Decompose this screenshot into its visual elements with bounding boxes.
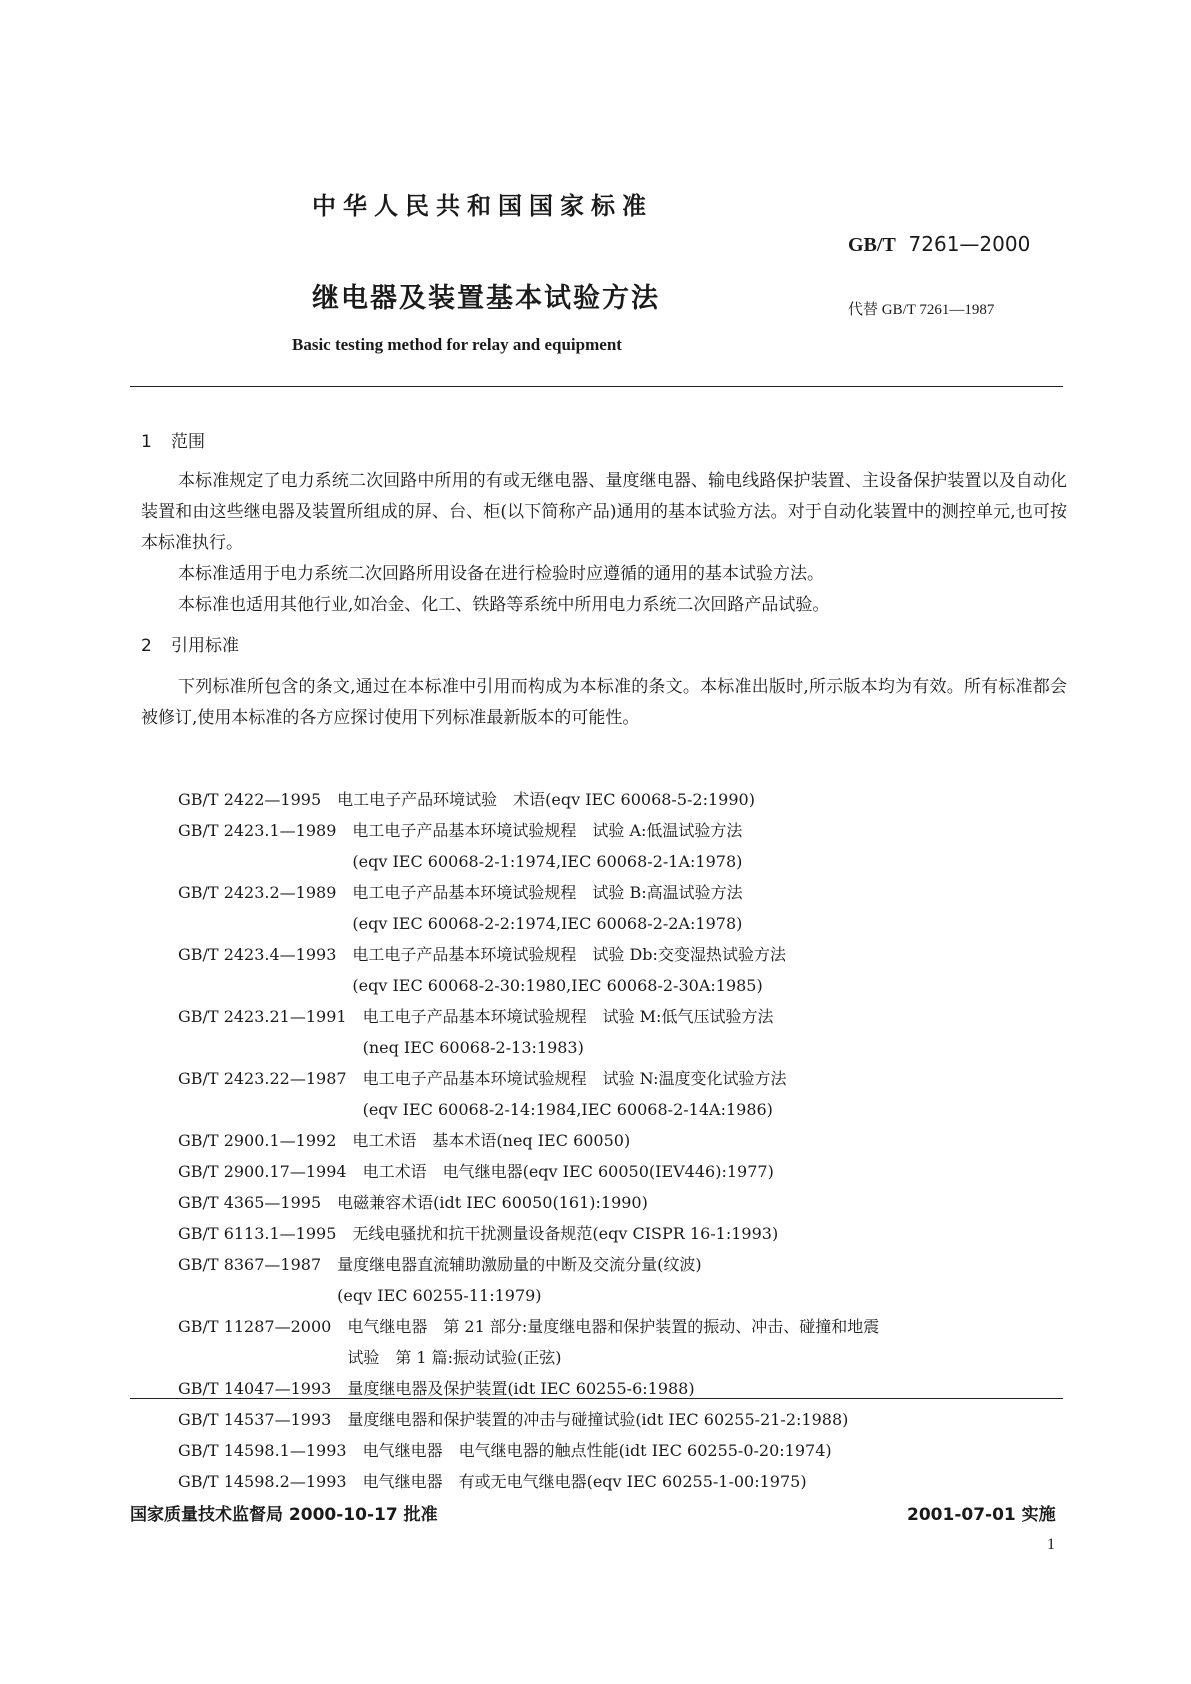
- reference-title: [331, 1373, 694, 1404]
- reference-title-line: (eqv IEC 60255-11:1979): [337, 1286, 542, 1305]
- reference-title: [347, 1001, 774, 1063]
- reference-item: [178, 1373, 879, 1404]
- reference-code: GB/T 2423.2—1989: [178, 883, 337, 902]
- reference-title: [331, 1311, 879, 1373]
- reference-list: [178, 784, 879, 1497]
- replaces-standard: 代替 GB/T 7261—1987: [848, 302, 995, 318]
- reference-title-line: 量度继电器直流辅助激励量的中断及交流分量(纹波): [337, 1255, 702, 1274]
- reference-title: [336, 815, 742, 877]
- reference-code: GB/T 2422—1995: [178, 790, 322, 809]
- reference-code: GB/T 2423.22—1987: [178, 1069, 347, 1088]
- standard-code: [848, 232, 1030, 257]
- reference-code: GB/T 2423.4—1993: [178, 945, 337, 964]
- reference-code: GB/T 6113.1—1995: [178, 1224, 337, 1243]
- reference-title: [321, 1249, 702, 1311]
- reference-code: GB/T 11287—2000: [178, 1317, 332, 1336]
- reference-title: [336, 939, 786, 1001]
- standard-code-prefix: GB/T: [848, 234, 896, 256]
- document-title-english: Basic testing method for relay and equipment: [292, 335, 622, 354]
- reference-code: GB/T 14598.2—1993: [178, 1472, 347, 1491]
- reference-title-line: 电工术语 电气继电器(eqv IEC 60050(IEV446):1977): [362, 1162, 774, 1181]
- org-title: 中华人民共和国国家标准: [312, 192, 653, 220]
- document-title: 继电器及装置基本试验方法: [312, 283, 660, 314]
- section-heading-references: [141, 631, 239, 656]
- section-heading-scope: [141, 427, 205, 452]
- reference-title-line: 电工电子产品基本环境试验规程 试验 A:低温试验方法: [352, 821, 743, 840]
- reference-item: [178, 1001, 879, 1063]
- section-number: 1: [141, 432, 152, 452]
- reference-title-line: 电工电子产品基本环境试验规程 试验 B:高温试验方法: [352, 883, 743, 902]
- reference-item: [178, 1311, 879, 1373]
- scope-paragraph-2: 本标准适用于电力系统二次回路所用设备在进行检验时应遵循的通用的基本试验方法。: [178, 564, 824, 584]
- references-intro-paragraph: 下列标准所包含的条文,通过在本标准中引用而构成为本标准的条文。本标准出版时,所示版本均为有效。所有标准都会被修订,使用本标准的各方应探讨使用下列标准最新版本的可能性。: [141, 677, 1067, 728]
- reference-item: [178, 1063, 879, 1125]
- reference-title-line: 试验 第 1 篇:振动试验(正弦): [347, 1348, 562, 1367]
- reference-title: [331, 1404, 848, 1435]
- reference-code: GB/T 8367—1987: [178, 1255, 322, 1274]
- reference-item: [178, 1249, 879, 1311]
- reference-title-line: 电气继电器 电气继电器的触点性能(idt IEC 60255-0-20:1974): [362, 1441, 832, 1460]
- scope-paragraph-3: 本标准也适用其他行业,如冶金、化工、铁路等系统中所用电力系统二次回路产品试验。: [178, 595, 830, 615]
- section-title: 引用标准: [171, 636, 239, 656]
- section-title: 范围: [171, 432, 205, 452]
- reference-title-line: 电工电子产品基本环境试验规程 试验 M:低气压试验方法: [362, 1007, 774, 1026]
- reference-title-line: (neq IEC 60068-2-13:1983): [362, 1038, 584, 1057]
- effective-date: 2001-07-01 实施: [907, 1505, 1056, 1525]
- reference-title: [321, 784, 755, 815]
- reference-title-line: (eqv IEC 60068-2-2:1974,IEC 60068-2-2A:1978): [352, 914, 743, 933]
- reference-title: [347, 1466, 807, 1497]
- reference-title-line: (eqv IEC 60068-2-14:1984,IEC 60068-2-14A:1986): [362, 1100, 773, 1119]
- reference-title-line: 量度继电器和保护装置的冲击与碰撞试验(idt IEC 60255-21-2:1988): [347, 1410, 849, 1429]
- reference-title-line: 电工电子产品基本环境试验规程 试验 Db:交变湿热试验方法: [352, 945, 786, 964]
- reference-item: [178, 1466, 879, 1497]
- reference-code: GB/T 4365—1995: [178, 1193, 322, 1212]
- section-number: 2: [141, 636, 152, 656]
- reference-item: [178, 1156, 879, 1187]
- reference-code: GB/T 14047—1993: [178, 1379, 332, 1398]
- page-number: 1: [1047, 1536, 1055, 1553]
- header-divider: [130, 386, 1063, 387]
- reference-title-line: 电气继电器 有或无电气继电器(eqv IEC 60255-1-00:1975): [362, 1472, 807, 1491]
- reference-title-line: (eqv IEC 60068-2-1:1974,IEC 60068-2-1A:1978): [352, 852, 743, 871]
- reference-item: [178, 877, 879, 939]
- reference-code: GB/T 14537—1993: [178, 1410, 332, 1429]
- reference-title: [347, 1156, 774, 1187]
- reference-title-line: 电工术语 基本术语(neq IEC 60050): [352, 1131, 631, 1150]
- approval-note: 国家质量技术监督局 2000-10-17 批准: [130, 1505, 438, 1525]
- reference-code: GB/T 2900.1—1992: [178, 1131, 337, 1150]
- reference-title-line: 电工电子产品环境试验 术语(eqv IEC 60068-5-2:1990): [337, 790, 755, 809]
- reference-code: GB/T 2900.17—1994: [178, 1162, 347, 1181]
- reference-title: [336, 1218, 778, 1249]
- reference-code: GB/T 14598.1—1993: [178, 1441, 347, 1460]
- reference-code: GB/T 2423.1—1989: [178, 821, 337, 840]
- reference-title: [336, 1125, 630, 1156]
- reference-code: GB/T 2423.21—1991: [178, 1007, 347, 1026]
- reference-item: [178, 1125, 879, 1156]
- reference-title: [321, 1187, 648, 1218]
- scope-paragraph-1: 本标准规定了电力系统二次回路中所用的有或无继电器、量度继电器、输电线路保护装置、主设备保护装置以及自动化装置和由这些继电器及装置所组成的屏、台、柜(以下简称产品)通用的基本试验方法。对于自动化装置中的测控单元,也可按本标准执行。: [141, 471, 1067, 553]
- reference-title-line: 电工电子产品基本环境试验规程 试验 N:温度变化试验方法: [362, 1069, 787, 1088]
- standard-code-number: 7261—2000: [908, 232, 1031, 256]
- reference-title: [336, 877, 742, 939]
- reference-item: [178, 1187, 879, 1218]
- reference-item: [178, 939, 879, 1001]
- reference-item: [178, 784, 879, 815]
- reference-title-line: (eqv IEC 60068-2-30:1980,IEC 60068-2-30A:1985): [352, 976, 763, 995]
- reference-item: [178, 1435, 879, 1466]
- reference-title: [347, 1063, 787, 1125]
- reference-item: [178, 1218, 879, 1249]
- reference-title-line: 电磁兼容术语(idt IEC 60050(161):1990): [337, 1193, 648, 1212]
- footer-divider: [130, 1398, 1063, 1399]
- reference-title-line: 量度继电器及保护装置(idt IEC 60255-6:1988): [347, 1379, 695, 1398]
- reference-title-line: 电气继电器 第 21 部分:量度继电器和保护装置的振动、冲击、碰撞和地震: [347, 1317, 880, 1336]
- reference-item: [178, 1404, 879, 1435]
- reference-title-line: 无线电骚扰和抗干扰测量设备规范(eqv CISPR 16-1:1993): [352, 1224, 779, 1243]
- reference-item: [178, 815, 879, 877]
- reference-title: [347, 1435, 832, 1466]
